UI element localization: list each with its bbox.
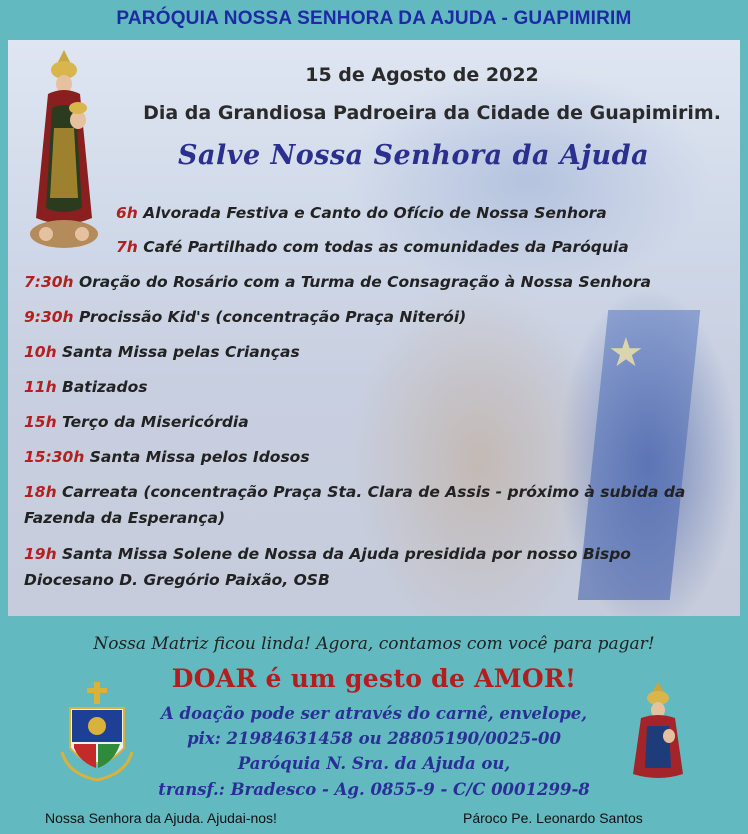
schedule-time: 9:30h [24, 308, 74, 326]
schedule-item [24, 545, 730, 563]
donation-headline: DOAR é um gesto de AMOR! [171, 664, 577, 693]
schedule-desc: Oração do Rosário com a Turma de Consagração à Nossa Senhora [73, 273, 652, 291]
schedule-item [24, 413, 249, 431]
schedule-desc: Terço da Misericórdia [56, 413, 249, 431]
salve-heading: Salve Nossa Senhora da Ajuda [178, 140, 650, 171]
schedule-item [116, 238, 629, 256]
schedule-time: 6h [116, 204, 138, 222]
schedule-time: 10h [24, 343, 57, 361]
schedule-desc: Carreata (concentração Praça Sta. Clara de Assis - próximo à subida da [56, 483, 686, 501]
footer-left: Nossa Senhora da Ajuda. Ajudai-nos! [45, 810, 277, 826]
donation-detail: pix: 21984631458 ou 28805190/0025-00 [187, 729, 561, 748]
schedule-item [24, 308, 466, 326]
event-date: 15 de Agosto de 2022 [305, 64, 539, 86]
header [0, 0, 748, 38]
schedule-time: 15h [24, 413, 57, 431]
schedule-item-continued [24, 571, 330, 589]
schedule-desc-continued: Fazenda da Esperança) [24, 509, 226, 527]
schedule-item [24, 448, 310, 466]
flag-star-icon: ★ [608, 330, 644, 376]
schedule-item [116, 204, 607, 222]
schedule-desc: Santa Missa pelas Crianças [56, 343, 300, 361]
schedule-desc: Batizados [56, 378, 148, 396]
schedule-time: 19h [24, 545, 57, 563]
schedule-time: 7h [116, 238, 138, 256]
schedule-time: 18h [24, 483, 57, 501]
event-subtitle: Dia da Grandiosa Padroeira da Cidade de Guapimirim. [143, 102, 721, 124]
madonna-image [625, 682, 691, 782]
donation-intro: Nossa Matriz ficou linda! Agora, contamos com você para pagar! [93, 634, 655, 654]
schedule-item [24, 343, 300, 361]
schedule-panel [8, 40, 740, 616]
schedule-desc: Café Partilhado com todas as comunidades da Paróquia [137, 238, 629, 256]
schedule-desc: Procissão Kid's (concentração Praça Niterói) [73, 308, 467, 326]
schedule-desc: Santa Missa Solene de Nossa da Ajuda presidida por nosso Bispo [56, 545, 631, 563]
schedule-item-continued [24, 509, 225, 527]
parish-emblem [60, 682, 134, 782]
schedule-item [24, 273, 651, 291]
schedule-time: 7:30h [24, 273, 74, 291]
schedule-desc-continued: Diocesano D. Gregório Paixão, OSB [24, 571, 330, 589]
header-title: PARÓQUIA NOSSA SENHORA DA AJUDA - GUAPIMIRIM [116, 8, 632, 29]
schedule-item [24, 483, 724, 501]
donation-detail: Paróquia N. Sra. da Ajuda ou, [237, 754, 511, 773]
schedule-time: 15:30h [24, 448, 85, 466]
donation-detail: transf.: Bradesco - Ag. 0855-9 - C/C 0001299-8 [158, 780, 590, 799]
footer-right: Pároco Pe. Leonardo Santos [463, 810, 643, 826]
donation-section [0, 616, 748, 834]
schedule-time: 11h [24, 378, 57, 396]
schedule-desc: Santa Missa pelos Idosos [84, 448, 310, 466]
schedule-desc: Alvorada Festiva e Canto do Ofício de Nossa Senhora [137, 204, 607, 222]
donation-detail: A doação pode ser através do carnê, envelope, [161, 704, 587, 723]
schedule-item [24, 378, 147, 396]
